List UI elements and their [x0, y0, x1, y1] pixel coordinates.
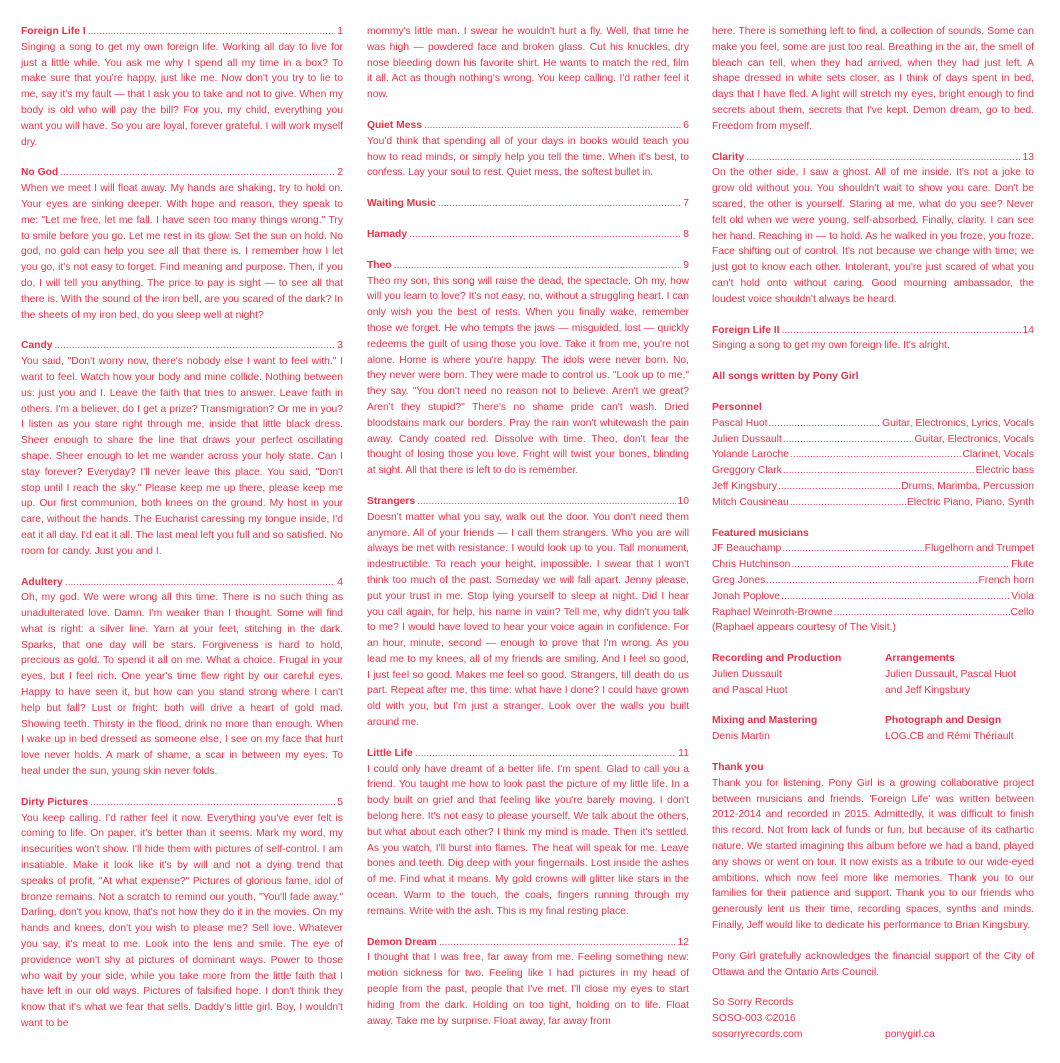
credit-row	[712, 416, 1034, 432]
song-lyrics: I could only have dreamt of a better life. I'm spent. Glad to call you a friend. You taught me how to look past the picture of my little life. In a body built on grief and that feeling like you're barely moving. I don't belong here. It's not easy to please yourself. We talk about the others, but what about each other? I think my mind is made. Then it's settled. As you watch, I'll burst into flames. The heat will speak for me. Leave bones and teeth. Dig deep with your fingernails. Lost inside the ashes of me. Find what it means. My gold crowns will glitter like stars in the ocean. Warm to the touch, the coals, fingers running through my remains. Write with the ash. This is my final resting place.	[367, 763, 689, 917]
credit-row	[712, 479, 1034, 495]
credit-name: Jeff Kingsbury	[712, 480, 778, 492]
credit-row	[712, 573, 1034, 589]
thanks-title: Thank you	[712, 762, 764, 774]
song-theo	[367, 258, 689, 479]
credit-row	[712, 447, 1034, 463]
track-number: 13	[1022, 151, 1034, 163]
label-name: So Sorry Records	[712, 997, 794, 1009]
song-title: No God	[21, 167, 59, 179]
mixing-name: Denis Martin	[712, 731, 770, 743]
credit-name: Yolande Laroche	[712, 449, 789, 461]
credit-role: Electric bass	[975, 465, 1034, 477]
song-title: Foreign Life I	[21, 26, 86, 37]
song-title: Foreign Life II	[712, 324, 780, 336]
credit-name: Julien Dussault	[712, 433, 782, 445]
track-number: 14	[1022, 324, 1034, 336]
song-title: Theo	[367, 259, 392, 271]
song-lyrics-continued: here. There is something left to find, a collection of sounds. Some can make you feel, some are just too real. Breathing in the air, the smell of bleach can tell, when they had arrived, when they had just left. A shape dressed in white sets closer, as I think of days spent in bed, days that I have fled. A light will stretch my eyes, bright enough to find secrets about them, secrets that I've kept. Demon dream, go to bed. Freedom from myself.	[712, 26, 1034, 132]
credit-role: Drums, Marimba, Percussion	[901, 480, 1034, 492]
track-number: 10	[677, 495, 689, 507]
track-number: 12	[677, 936, 689, 948]
credit-name: Greggory Clark	[712, 465, 782, 477]
track-number: 7	[683, 198, 689, 210]
credit-row	[712, 432, 1034, 448]
credit-row	[712, 541, 1034, 557]
credit-role: Viola	[1011, 590, 1034, 602]
production-credits	[712, 651, 1034, 698]
song-lyrics: When we meet I will float away. My hands are shaking, try to hold on. Your eyes are sinking deeper. With hope and reason, they speak to me: "Let me free, let me fall. I have seen too many things wrong." Try to smile before you go. Let me rest in its glow. Set the sun on hold. No god, no gold can help you see all that there is. I remember how I let you go, it's not easy to forget. Find meaning and purpose. Then, if you do, I will tell you anything. The price to pay is sight — to see all that there is. With the sound of the iron bell, are you scared of the dark? In the sheets of my iron bed, do you sleep well at night?	[21, 183, 343, 321]
credit-role: Electric Piano, Piano, Synth	[906, 496, 1034, 508]
song-lyrics: I thought that I was free, far away from me. Feeling something new: motion sickness for two. Feeling like I had pictures in my head of people from the past, people that I've met. I'll close my eyes to start hiding from the dark. Holding on too tight, holding on to life. Float away. Take me by surprise. Float away, far away from	[367, 952, 689, 1027]
song-lyrics: You keep calling. I'd rather feel it now. Everything you've ever felt is coming to life. On paper, it's better than it seems. Mark my word, my insecurities won't show. I'll hide them with pictures of self-control. I am insatiable. Make it look like it's by will and not a dying trend that speaks of profit, "At what expense?" Pictures of glorious fame, idol of bronze remains. Not a scratch to remind our youth, "You'll fade away." Darling, don't you know, that's not how they do it in the movies. On my hands and knees, don't you wish to please me? Sell love. Whatever you say, it's meat to me. Look into the lens and smile. The eye of providence won't shy at pictures of dominant ways. Power to those who wait by your side, while you take more from the little faith that I have left in our old ways. Pictures of falsified hope. I don't think they know that it's what we fear that sells. Daddy's little girl. Boy, I wouldn't want to be	[21, 812, 343, 1030]
footer-links	[712, 1027, 1034, 1043]
arrangements-line-1: Julien Dussault, Pascal Huot	[885, 668, 1017, 680]
song-title: Clarity	[712, 151, 745, 163]
song-lyrics: Theo my son, this song will raise the dead, the spectacle. Oh my, how will you learn to love? It's not easy, no, without a struggling heart. I can only wish you the best of rests. When you finally wake, remember those we forget. He who tempts the jaws — misguided, lost — quickly redeems the guilt of using those you love. Take it from me, you're not alone. Home is where you're happy. The idols were never born. No, they never were born. They were made to control us. "Look up to me," they say. "You don't need no reason not to believe. Aren't we great? Aren't they stupid?" There's no shame pride can't wash. Dried bloodstains mark our borders. Pray the rain won't whitewash the pain away. Candy coated red. Dissolve with time. Theo, don't fear the thought of losing those you love. Fright will twist your bones, blinding at sight. All that there is left to do is remember.	[367, 275, 689, 477]
credit-role: Clarinet, Vocals	[962, 449, 1034, 461]
credit-name: Mitch Cousineau	[712, 496, 789, 508]
credit-role: Flute	[1011, 559, 1034, 571]
song-adultery	[21, 575, 343, 780]
credit-name: Pascal Huot	[712, 417, 768, 429]
track-number: 1	[337, 26, 343, 37]
credit-role: French horn	[978, 574, 1034, 586]
credit-role: Flugelhorn and Trumpet	[924, 543, 1034, 555]
photo-title: Photograph and Design	[885, 715, 1002, 727]
song-strangers	[367, 494, 689, 731]
song-title: Little Life	[367, 747, 413, 759]
song-lyrics: Doesn't matter what you say, walk out the door. You don't need them anymore. All of your friends — I call them strangers. Who you are will always be met with resistance. I would look up to you. Tall monument, indestructible. To reach your height, impossible. I swear that I won't think too much of the past. Someday we will fall apart. Jenny please, put your trust in me. Stop lying yourself to sleep at night. Did I hear you call again, for help, his name in vain? Tell me, why didn't you talk to me? I would have loved to hear your voice again in confidence. For an hour, minute, second — enough to prove that I'm wrong. As you lead me to my knees, all of my friends are smiling. And I feel so good, I just feel so good. Makes me feel so good. Strangers, till death do us part. Repeat after me, this time: what have I done? I could have grown old with you, but I'm just a stranger. Look over the walls you built around me.	[367, 511, 689, 729]
personnel-title: Personnel	[712, 401, 762, 413]
song-dirty-pictures	[21, 795, 343, 1032]
track-number: 5	[337, 796, 343, 808]
song-title: Demon Dream	[367, 936, 437, 948]
song-no-god	[21, 165, 343, 323]
song-title: Adultery	[21, 576, 63, 588]
credit-row	[712, 605, 1034, 621]
song-title: Waiting Music	[367, 198, 436, 210]
song-foreign-life-1	[21, 24, 343, 150]
song-title: Quiet Mess	[367, 119, 422, 131]
credit-role: Guitar, Electronics, Vocals	[914, 433, 1034, 445]
song-title: Hamady	[367, 228, 408, 240]
song-title: Strangers	[367, 495, 416, 507]
track-number: 3	[337, 340, 343, 352]
lyrics-column-3	[712, 24, 1034, 1043]
track-number: 9	[683, 259, 689, 271]
song-waiting-music	[367, 196, 689, 212]
thanks-text: Thank you for listening. Pony Girl is a growing collaborative project between musicians and friends. 'Foreign Life' was written between 2012-2014 and recorded in 2015. Admittedly, it was difficult to finish this record. Not from lack of funds or fun, but because of its cathartic nature. We started imagining this album before we had a band, played any shows or went on tour. It now exists as a tribute to our wide-eyed ambitions, which now feel more like memories. Thank you to our families for their patience and support. Thank you to our friends who generously lent us their time, recording spaces, synths and minds. Finally, Jeff would like to dedicate his performance to Brian Kingsbury.	[712, 777, 1034, 932]
song-foreign-life-2	[712, 323, 1034, 355]
song-lyrics-continued: mommy's little man. I swear he wouldn't hurt a fly. Well, that time he was high — powdered face and broken glass. Cut his knuckles, dry nose bleeding down his favorite shirt. He wants to match the red, film it all. Act as though nothing's wrong. You keep calling. I'd rather feel it now.	[367, 26, 689, 101]
track-number: 2	[337, 167, 343, 179]
band-url[interactable]: ponygirl.ca	[885, 1029, 935, 1041]
credit-row	[712, 463, 1034, 479]
label-url[interactable]: sosorryrecords.com	[712, 1029, 803, 1041]
credit-name: Raphael Weinroth-Browne	[712, 606, 833, 618]
written-by: All songs written by Pony Girl	[712, 371, 859, 383]
credit-name: Chris Hutchinson	[712, 559, 791, 571]
song-title: Candy	[21, 340, 53, 352]
credit-role: Guitar, Electronics, Lyrics, Vocals	[882, 417, 1034, 429]
song-little-life	[367, 746, 689, 920]
arrangements-line-2: and Jeff Kingsbury	[885, 684, 971, 696]
song-candy	[21, 338, 343, 559]
lyrics-column-1	[21, 24, 343, 1047]
song-clarity	[712, 150, 1034, 308]
featured-list	[712, 541, 1034, 620]
mixing-title: Mixing and Mastering	[712, 715, 818, 727]
credit-row	[712, 557, 1034, 573]
personnel-list	[712, 416, 1034, 511]
track-number: 6	[683, 119, 689, 131]
song-lyrics: Singing a song to get my own foreign life. Working all day to live for just a little while. You ask me why I spend all my time in a box? To make sure that you're happy, just like me. Now don't you try to lie to me, say it's my fault — that I ask you to take and not to give. When my body is old who will pay the bill? For you, my child, everything you want you will have. So you are loyal, forever grateful. I will work myself dry.	[21, 41, 343, 148]
credit-name: Jonah Poplove	[712, 590, 781, 602]
song-hamady	[367, 227, 689, 243]
song-lyrics: You'd think that spending all of your days in books would teach you how to read minds, or simply help you tell the time. When it's best, to confess. Lay your soul to rest. Quiet mess, the softest bullet in.	[367, 135, 689, 179]
track-number: 4	[337, 576, 343, 588]
photo-name: LOG.CB and Rémi Thériault	[885, 731, 1014, 743]
song-quiet-mess	[367, 118, 689, 181]
acknowledgement: Pony Girl gratefully acknowledges the financial support of the City of Ottawa and the Ontario Arts Council.	[712, 950, 1034, 978]
track-number: 11	[678, 747, 689, 759]
song-demon-dream	[367, 935, 689, 1030]
track-number: 8	[683, 228, 689, 240]
featured-title: Featured musicians	[712, 527, 809, 539]
lyrics-column-2	[367, 24, 689, 1044]
recording-line-1: Julien Dussault	[712, 668, 782, 680]
song-lyrics: Oh, my god. We were wrong all this time. There is no such thing as unadulterated love. Damn. I'm weaker than I thought. Some will find what is right: a silver line. Yarn at your feet, stitching in the dark. Sparks, that one day will be stars. Forgiveness is hard to hold, precious as gold. To spend it all on me. What a choice. Frugal in your eyes, but I feel rich. One year's time flew right by our careful eyes. Happy to have seen it, but how can you stand strong where I can't help but fall? Lust or fright: both will drive a heart of gold mad. Showing teeth. Thirsty in the flood, drink no more than enough. When I wake up in bed dressed as someone else, I see on my face that hurt love never holds. A mark of shame, a scar in between my eyes. To heal under the sun, young skin never folds.	[21, 592, 343, 778]
recording-line-2: and Pascal Huot	[712, 684, 788, 696]
song-title: Dirty Pictures	[21, 796, 88, 808]
mixing-photo-credits	[712, 713, 1034, 745]
credit-row	[712, 589, 1034, 605]
song-lyrics: Singing a song to get my own foreign life. It's alright.	[712, 340, 950, 352]
arrangements-title: Arrangements	[885, 653, 955, 665]
recording-title: Recording and Production	[712, 653, 842, 665]
catalog-number: SOSO-003 ©2016	[712, 1013, 796, 1025]
song-lyrics: On the other side, I saw a ghost. All of me inside. It's not a joke to grow old without you. You shouldn't wait to show you care. Don't be scared, the other is yourself. Staring at me, what do you see? Never felt old when we were young, self-absorbed. Finally, clarity. I can see her hand. Reaching in — to hold. As he walked in you froze, you froze. Face shifting out of control. It's not because we change with time; we just got to know each other. Intolerant, you're just scared of what you can't hold onto without caring. Good mourning ambassador, the loudest voice shouldn't always be heard.	[712, 167, 1034, 305]
credit-name: Greg Jones	[712, 574, 766, 586]
credit-name: JF Beauchamp	[712, 543, 782, 555]
credit-row	[712, 495, 1034, 511]
credit-role: Cello	[1010, 606, 1034, 618]
song-lyrics: You said, "Don't worry now, there's nobody else I want to feel with." I want to feel. Watch how your body and mine collide. Nothing between us: just you and I. Leave the faith that tries to answer. Leave faith in others. I'm a believer, do I get a prize? Transmigration? Or me in you? I listen as you stare right through me, inside that little black dress. Sheer enough to share the line that draws your perfect oscillating shape. Sheer enough to let me wander across your holy state. Can I stay forever? Everyday? I'll never leave this place. You said, "Don't stop until I reach the sky." Please keep me up there, please keep me up. Our first communion, both knees on the ground. My host in your care, without the hands. The Eucharist caressing my tongue inside, I'd eat it all day. I'd eat it all. The last meal left you full and so satisfied. No room for candy. Just you and I.	[21, 356, 343, 557]
featured-note: (Raphael appears courtesy of The Visit.)	[712, 622, 896, 634]
